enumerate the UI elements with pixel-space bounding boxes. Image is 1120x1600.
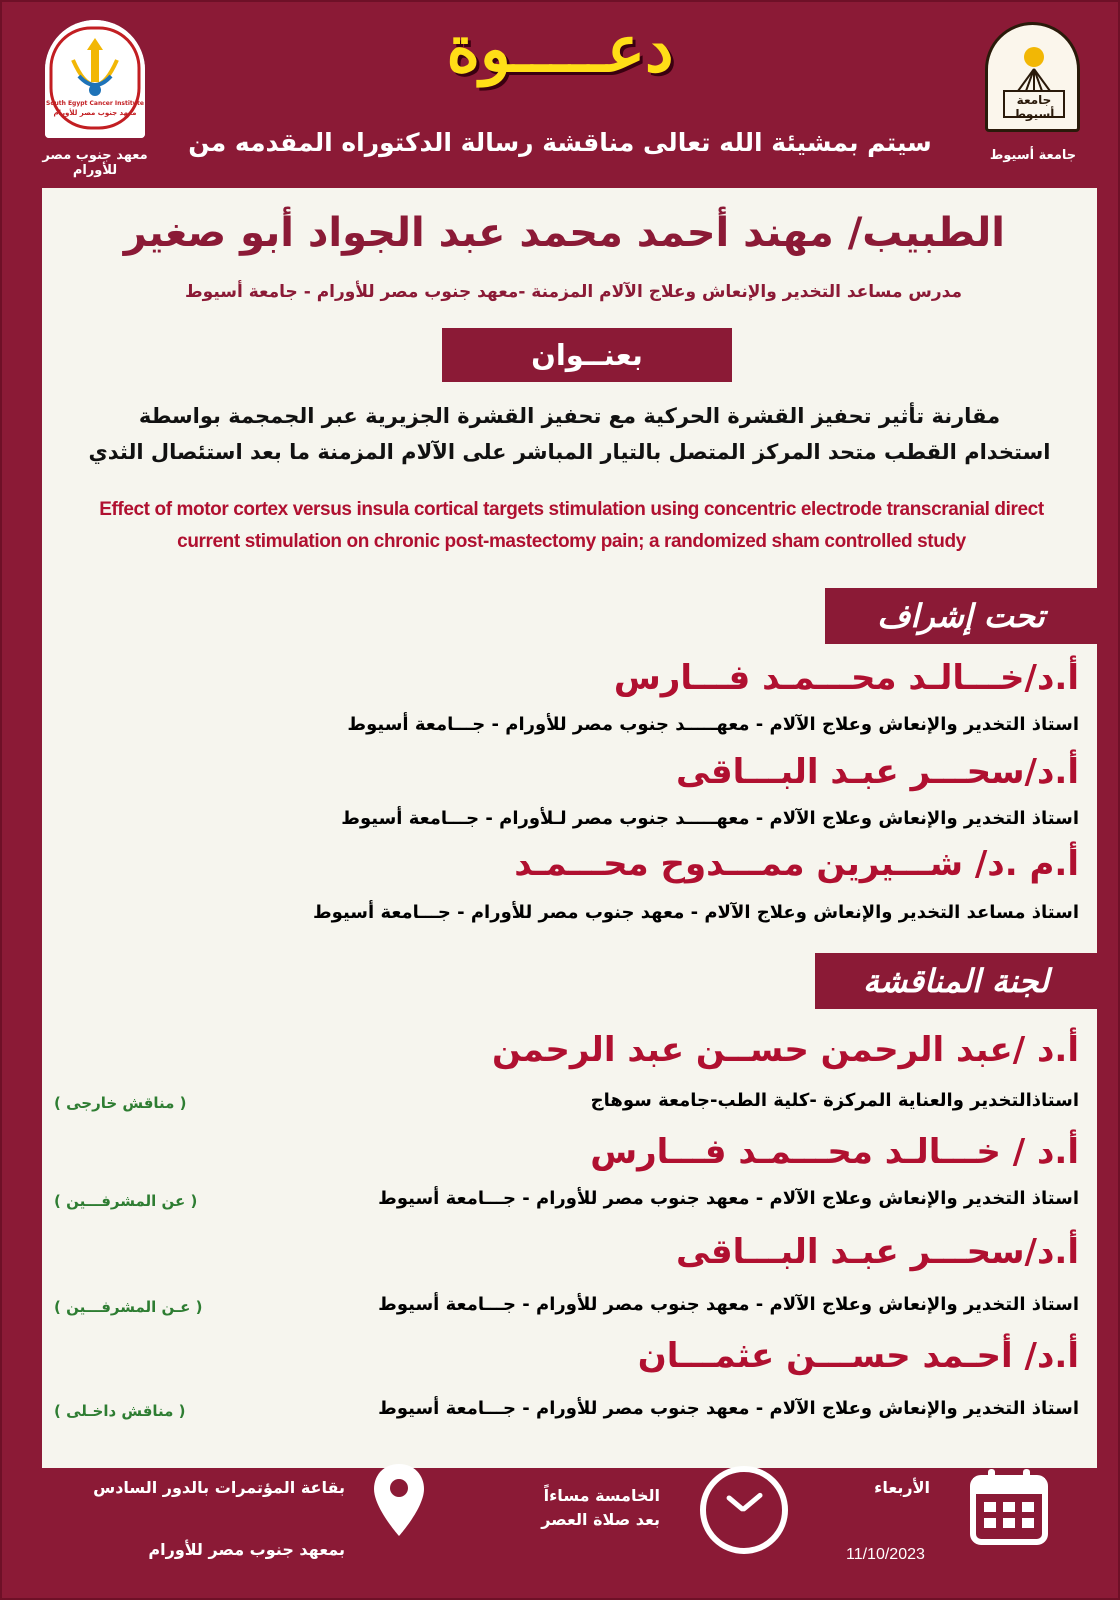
committee-member-name: أ.د /عبد الرحمن حســن عبد الرحمن: [492, 1030, 1079, 1070]
intro-text: سيتم بمشيئة الله تعالى مناقشة رسالة الدكتوراه المقدمه من: [188, 128, 932, 157]
supervision-heading: تحت إشراف: [825, 588, 1097, 644]
committee-member-name: أ.د/ أحـمد حســـن عثمـــان: [637, 1336, 1079, 1376]
time-line-2: بعد صلاة العصر: [541, 1510, 660, 1529]
clock-icon: [700, 1466, 788, 1554]
committee-member-role: ( عـن المشرفـــين ): [54, 1298, 203, 1316]
supervisor-name: أ.د/سحـــر عبـد البـــاقى: [675, 752, 1079, 792]
logo-arabic-text: معهد جنوب مصر للأورام: [53, 109, 137, 117]
candidate-position: مدرس مساعد التخدير والإنعاش وعلاج الآلام المزمنة -معهد جنوب مصر للأورام - جامعة أسيوط: [185, 282, 962, 302]
left-logo-caption: معهد جنوب مصر للأورام: [42, 148, 148, 178]
supervisor-name: أ.م .د/ شـــيرين ممـــدوح محـــمـد: [514, 844, 1079, 884]
calendar-icon: [968, 1466, 1050, 1548]
right-logo-caption: جامعة أسيوط: [989, 148, 1077, 163]
committee-member-role: ( عن المشرفـــين ): [54, 1192, 198, 1210]
committee-member-affiliation: استاذالتخدير والعناية المركزة -كلية الطب-جامعة سوهاج: [590, 1090, 1079, 1111]
thesis-label: بعنــوان: [442, 328, 732, 382]
supervisor-name: أ.د/خـــالـد محـــمـد فـــارس: [613, 658, 1079, 698]
thesis-arabic-line: مقارنة تأثير تحفيز القشرة الحركية مع تحفيز القشرة الجزيرية عبر الجمجمة بواسطة: [138, 404, 1001, 428]
logo-english-text: South Egypt Cancer Institute: [46, 100, 144, 107]
committee-member-role: ( مناقش خارجى ): [54, 1094, 187, 1112]
venue-line-1: بقاعة المؤتمرات بالدور السادس: [93, 1478, 345, 1497]
thesis-arabic-line: استخدام القطب متحد المركز المتصل بالتيار المباشر على الآلام المزمنة ما بعد استئصال الثدي: [88, 440, 1051, 464]
thesis-arabic-title: [62, 398, 1077, 470]
event-date: 11/10/2023: [846, 1546, 925, 1563]
candidate-name: الطبيب/ مهند أحمد محمد عبد الجواد أبو صغير: [123, 210, 1005, 256]
supervisor-affiliation: استاذ التخدير والإنعاش وعلاج الآلام - معهـــــد جنوب مصر لـلأورام - جـــامعة أسيوط: [341, 808, 1079, 829]
logo-arabic-text: جامعة أسيوط: [1013, 93, 1055, 121]
main-panel: [42, 188, 1097, 1468]
committee-heading: لجنة المناقشة: [815, 953, 1097, 1009]
thesis-english-title: [46, 494, 1097, 558]
thesis-english-line: Effect of motor cortex versus insula cortical targets stimulation using concentric electrode transcranial direct: [99, 499, 1044, 520]
page-title: دعـــــوة: [446, 12, 674, 87]
committee-member-affiliation: استاذ التخدير والإنعاش وعلاج الآلام - معهد جنوب مصر للأورام - جـــامعة أسيوط: [378, 1398, 1079, 1419]
supervisor-affiliation: استاذ التخدير والإنعاش وعلاج الآلام - معهـــــد جنوب مصر للأورام - جـــامعة أسيوط: [347, 714, 1079, 735]
committee-member-name: أ.د / خـــالـد محـــمـد فـــارس: [590, 1132, 1079, 1172]
location-pin-icon: [372, 1462, 426, 1538]
time-line-1: الخامسة مساءاً: [543, 1486, 660, 1505]
committee-member-name: أ.د/سحـــر عبـد البـــاقى: [675, 1232, 1079, 1272]
thesis-english-line: current stimulation on chronic post-mastectomy pain; a randomized sham controlled study: [177, 531, 966, 552]
supervisor-affiliation: استاذ مساعد التخدير والإنعاش وعلاج الآلام - معهد جنوب مصر للأورام - جـــامعة أسيوط: [312, 902, 1079, 923]
committee-member-role: ( مناقش داخـلى ): [54, 1402, 186, 1420]
committee-member-affiliation: استاذ التخدير والإنعاش وعلاج الآلام - معهد جنوب مصر للأورام - جـــامعة أسيوط: [378, 1188, 1079, 1209]
event-day: الأربعاء: [874, 1478, 930, 1497]
committee-member-affiliation: استاذ التخدير والإنعاش وعلاج الآلام - معهد جنوب مصر للأورام - جـــامعة أسيوط: [378, 1294, 1079, 1315]
venue-line-2: بمعهد جنوب مصر للأورام: [148, 1540, 345, 1559]
